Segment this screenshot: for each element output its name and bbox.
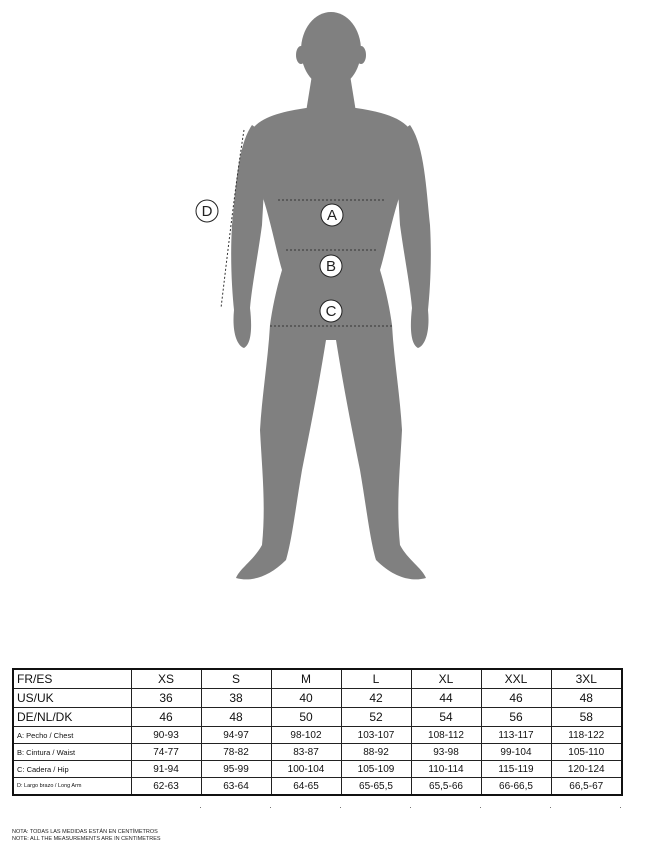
table-cell: 38 [201,689,271,708]
table-cell: 48 [201,708,271,727]
table-cell: 64-65 [271,778,341,796]
table-cell: 52 [341,708,411,727]
note-spanish: NOTA: TODAS LAS MEDIDAS ESTÁN EN CENTÍMETROS [12,829,158,835]
table-cell: 56 [481,708,551,727]
table-cell: 113-117 [481,727,551,744]
measurement-notes [12,829,161,843]
size-header-row [13,669,622,689]
table-cell: 40 [271,689,341,708]
table-cell: 88-92 [341,744,411,761]
marker-a-label: A [326,207,338,224]
table-cell: 83-87 [271,744,341,761]
table-cell: 91-94 [131,761,201,778]
table-cell: 118-122 [551,727,622,744]
table-row [13,778,622,796]
table-cell: 48 [551,689,622,708]
row-label: DE/NL/DK [13,708,131,727]
table-cell: 58 [551,708,622,727]
table-cell: 99-104 [481,744,551,761]
table-cell: 98-102 [271,727,341,744]
row-label: FR/ES [13,669,131,689]
marker-c-label: C [325,303,337,320]
size-header-cell: 3XL [551,669,622,689]
table-cell: 120-124 [551,761,622,778]
table-cell: 46 [131,708,201,727]
table-cell: 54 [411,708,481,727]
table-cell: 93-98 [411,744,481,761]
marker-b-label: B [325,258,337,275]
table-cell: 42 [341,689,411,708]
table-cell: 105-109 [341,761,411,778]
size-header-cell: XL [411,669,481,689]
note-english: NOTE: ALL THE MEASUREMENTS ARE IN CENTIMETRES [12,836,161,842]
size-header-cell: XS [131,669,201,689]
row-label: A: Pecho / Chest [13,727,131,744]
table-cell: 66,5-67 [551,778,622,796]
table-cell: 63-64 [201,778,271,796]
body-silhouette [231,12,431,579]
row-label: US/UK [13,689,131,708]
divider-dots [12,807,621,811]
table-cell: 62-63 [131,778,201,796]
table-cell: 74-77 [131,744,201,761]
table-cell: 36 [131,689,201,708]
row-label: D: Largo brazo / Long Arm [13,778,131,796]
row-label: B: Cintura / Waist [13,744,131,761]
table-row [13,727,622,744]
table-cell: 100-104 [271,761,341,778]
table-cell: 50 [271,708,341,727]
table-cell: 110-114 [411,761,481,778]
marker-d-label: D [201,203,213,220]
table-row [13,761,622,778]
size-header-cell: XXL [481,669,551,689]
table-cell: 66-66,5 [481,778,551,796]
table-cell: 65-65,5 [341,778,411,796]
table-cell: 108-112 [411,727,481,744]
table-cell: 103-107 [341,727,411,744]
table-row [13,744,622,761]
table-cell: 44 [411,689,481,708]
table-cell: 78-82 [201,744,271,761]
table-row [13,708,622,727]
size-header-cell: M [271,669,341,689]
table-cell: 46 [481,689,551,708]
size-chart-table [12,668,623,796]
table-cell: 94-97 [201,727,271,744]
table-cell: 105-110 [551,744,622,761]
table-cell: 115-119 [481,761,551,778]
table-row [13,689,622,708]
size-header-cell: S [201,669,271,689]
table-cell: 95-99 [201,761,271,778]
table-cell: 65,5-66 [411,778,481,796]
size-header-cell: L [341,669,411,689]
table-cell: 90-93 [131,727,201,744]
row-label: C: Cadera / Hip [13,761,131,778]
